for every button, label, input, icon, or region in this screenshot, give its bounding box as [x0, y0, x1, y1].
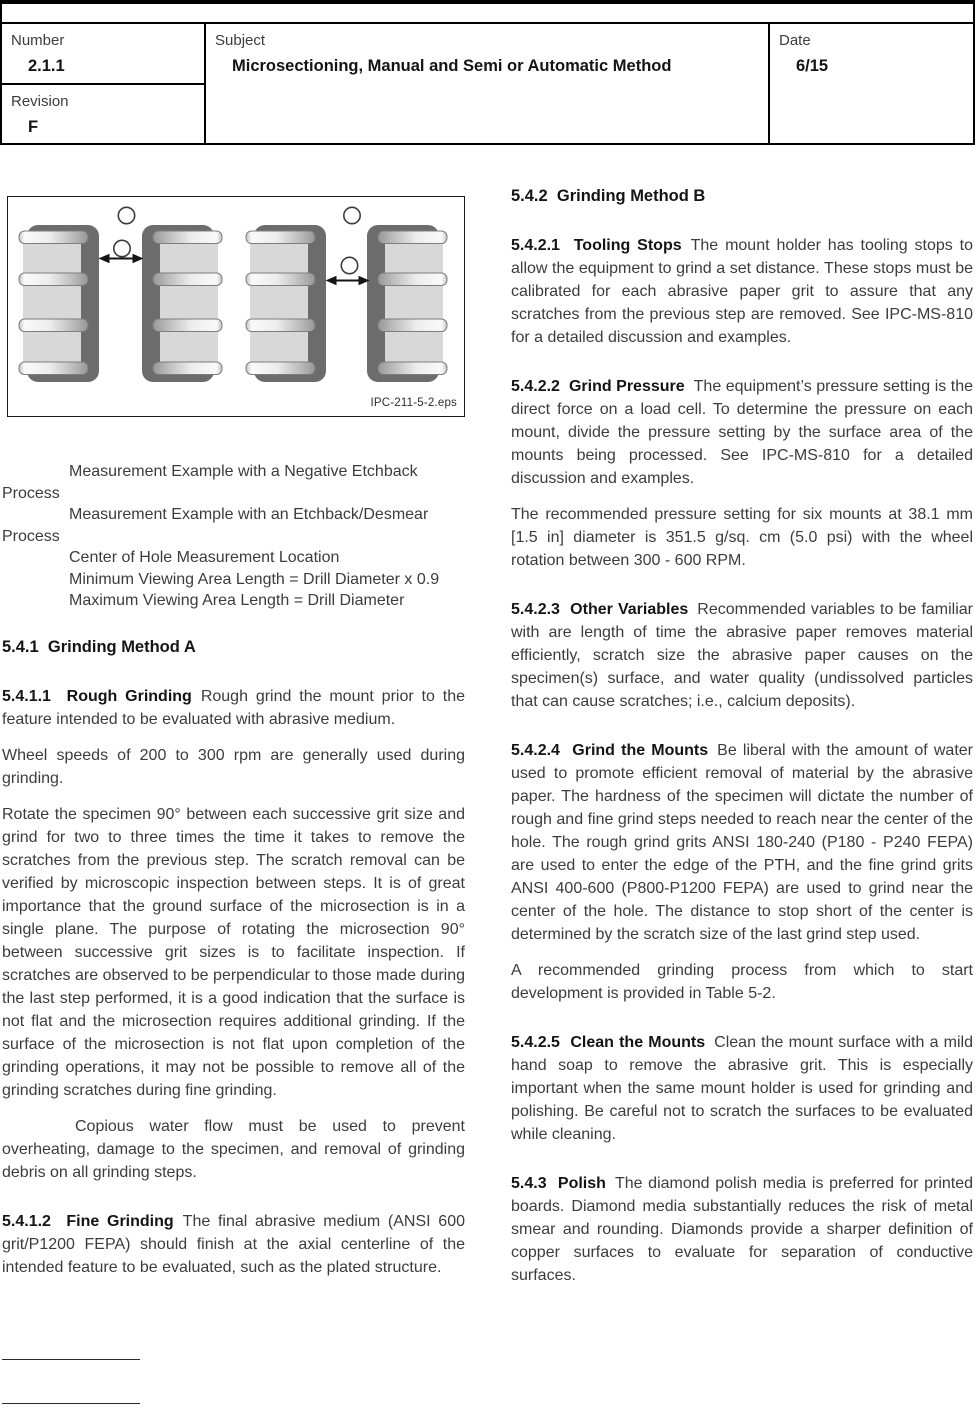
paragraph-copious-water: Copious water flow must be used to prevent overheating, damage to the specimen, and removal of grinding debris on all grinding steps. — [2, 1117, 465, 1181]
runin-heading: 5.4.2.1 Tooling Stops — [511, 237, 682, 254]
section-5-4-3 — [511, 1172, 973, 1287]
header-table — [0, 22, 975, 145]
paragraph-wheel-speeds: Wheel speeds of 200 to 300 rpm are generally used during grinding. — [2, 746, 465, 787]
caption-item: Measurement Example with an Etchback/Desmear Process — [2, 506, 429, 545]
runin-heading: 5.4.2.3 Other Variables — [511, 601, 689, 618]
caption-item: Maximum Viewing Area Length = Drill Diameter — [69, 592, 405, 609]
caption-item: Minimum Viewing Area Length = Drill Diameter x 0.9 — [69, 570, 440, 588]
runin-heading: 5.4.3 Polish — [511, 1175, 606, 1192]
revision-cell — [2, 85, 204, 144]
number-label: Number — [11, 32, 65, 49]
callout-circle — [341, 257, 357, 273]
section-5-4-1-1 — [2, 685, 465, 731]
section-5-4-2-1 — [511, 234, 973, 349]
number-revision-cell — [2, 24, 204, 144]
paragraph-rotate-specimen: Rotate the specimen 90° between each successive grit size and grind for two to three times the time it takes to remove the scratches from the previous step. The scratch removal can be verified by microscopic inspection between steps. It is of great importance that the ground surface of the microsection is in a single plane. The purpose of rotating the microsection 90° between successive grit sizes is to facilitate inspection. If scratches are observed to be perpendicular to those made during the last step performed, it is a good indication that the surface is not flat and the microsection requires additional grinding. If the surface of the microsection is not flat upon completion of the grinding operations, it may not be possible to remove all of the grinding scratches during fine grinding. — [2, 805, 465, 1099]
section-5-4-2-4 — [511, 739, 973, 946]
revision-label: Revision — [11, 93, 69, 110]
section-text: Be liberal with the amount of water used to promote efficient removal of material by the abrasive paper. The hardness of the specimen will dictate the number of rough and fine grind steps needed to reach near the center of the hole. The rough grind grits ANSI 180-240 (P180 - P240 FEPA) are used to enter the edge of the PTH, and the fine grind grits ANSI 400-600 (P800-P1200 FEPA) are used to grind near the center of the hole. The distance to stop short of the center is determined by the scratch size of the last grind step used. — [511, 742, 974, 943]
subject-cell — [204, 24, 770, 144]
subject-value: Microsectioning, Manual and Semi or Automatic Method — [232, 57, 672, 75]
date-label: Date — [779, 32, 811, 49]
section-text: The final abrasive medium (ANSI 600 grit/P1200 FEPA) should finish at the axial centerline of the intended feature to be evaluated, such as the plated structure. — [2, 1212, 465, 1276]
number-value: 2.1.1 — [28, 57, 65, 75]
figure-caption-list — [2, 461, 465, 612]
left-column — [0, 183, 465, 1287]
page-top-rule — [0, 0, 975, 23]
section-5-4-2-3 — [511, 598, 973, 713]
paragraph-recommended-process: A recommended grinding process from which to start development is provided in Table 5-2. — [511, 962, 973, 1002]
section-text: The equipment’s pressure setting is the direct force on a load cell. To determine the pressure on each mount, divide the pressure setting by the surface area of the mounts being processed. See IPC-MS-810 for a detailed discussion and examples. — [511, 378, 974, 487]
section-heading-5-4-1: 5.4.1 Grinding Method A — [2, 637, 196, 656]
caption-item: Measurement Example with a Negative Etchback Process — [2, 463, 418, 502]
section-text: Recommended variables to be familiar with are length of time the abrasive paper removes material efficiently, scratch size the abrasive paper causes on the specimen(s) surface, and water quality (undissolved particles that can cause scratches; i.e., calcium deposits). — [511, 601, 974, 710]
section-heading-5-4-2: 5.4.2 Grinding Method B — [511, 187, 706, 205]
paragraph-recommended-pressure: The recommended pressure setting for six mounts at 38.1 mm [1.5 in] diameter is 351.5 g/sq. cm (5.0 psi) with the wheel rotation between 300 - 600 RPM. — [511, 506, 973, 569]
section-5-4-1-2 — [2, 1210, 465, 1279]
runin-heading: 5.4.1.2 Fine Grinding — [2, 1212, 174, 1230]
footnote-rule-1 — [2, 1359, 140, 1360]
number-cell — [2, 24, 204, 85]
section-5-4-2-2 — [511, 375, 973, 490]
callout-circle — [114, 240, 130, 256]
callout-circle — [118, 207, 134, 223]
runin-heading: 5.4.1.1 Rough Grinding — [2, 687, 192, 705]
footnote-rule-2 — [2, 1403, 140, 1404]
date-value: 6/15 — [796, 57, 829, 75]
runin-heading: 5.4.2.2 Grind Pressure — [511, 378, 685, 395]
runin-heading: 5.4.2.5 Clean the Mounts — [511, 1034, 706, 1051]
figure-filename-label: IPC-211-5-2.eps — [370, 397, 457, 409]
subject-label: Subject — [215, 32, 266, 49]
barrel-cross-section-drawing — [8, 197, 463, 415]
section-text: Clean the mount surface with a mild hand soap to remove the abrasive grit. This is especially important when the same mount holder is used for grinding and polishing. Be careful not to scratch the surfaces to be evaluated while cleaning. — [511, 1034, 973, 1143]
callout-circle — [344, 207, 360, 223]
section-text: Rough grind the mount prior to the feature intended to be evaluated with abrasive medium. — [2, 687, 465, 728]
section-5-4-2-5 — [511, 1031, 973, 1146]
section-text: The mount holder has tooling stops to allow the equipment to grind a set distance. These stops must be calibrated for each abrasive paper grit to assure that any scratches from the previous step are removed. See IPC-MS-810 for a detailed discussion and examples. — [511, 237, 974, 346]
section-text: The diamond polish media is preferred for printed boards. Diamond media substantially reduces the risk of metal smear and rounding. Diamonds provide a sharper definition of copper surfaces to evaluate for separation of conductive surfaces. — [511, 1175, 974, 1284]
measurement-arrow-right — [326, 276, 370, 286]
runin-heading: 5.4.2.4 Grind the Mounts — [511, 742, 709, 759]
page-body — [0, 183, 975, 1287]
revision-value: F — [28, 118, 39, 136]
figure-hole-measurement-diagram — [7, 196, 465, 417]
date-cell — [770, 24, 973, 144]
right-column — [511, 183, 973, 1287]
caption-item: Center of Hole Measurement Location — [69, 549, 340, 566]
